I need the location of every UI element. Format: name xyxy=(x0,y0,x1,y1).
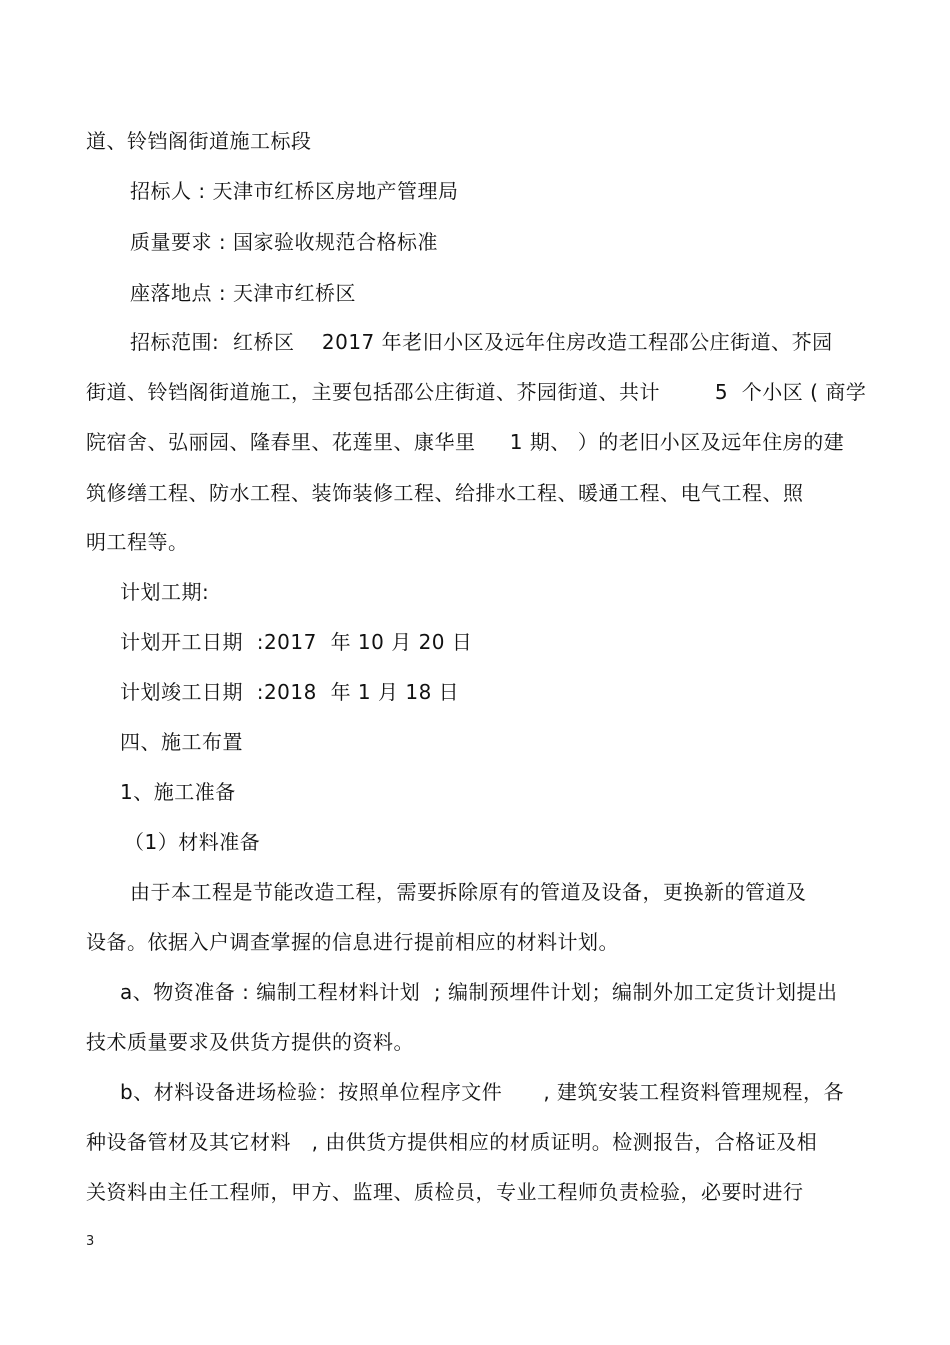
text-line-17: 设备。依据入户调查掌握的信息进行提前相应的材料计划。 xyxy=(86,930,619,954)
text-line-22: 关资料由主任工程师，甲方、监理、质检员，专业工程师负责检验，必要时进行 xyxy=(86,1180,804,1204)
text-line-19: 技术质量要求及供货方提供的资料。 xyxy=(86,1030,414,1054)
page-number: 3 xyxy=(86,1234,95,1249)
text-line-11: 计划开工日期 :2017 年 10 月 20 日 xyxy=(120,630,473,654)
text-line-5: 招标范围: 红桥区 2017 年老旧小区及远年住房改造工程邵公庄街道、芥园 xyxy=(130,330,833,354)
text-line-20: b、材料设备进场检验：按照单位程序文件 , 建筑安装工程资料管理规程，各 xyxy=(120,1080,845,1104)
heading-construction-preparation: 1、施工准备 xyxy=(120,780,236,804)
text-line-8: 筑修缮工程、防水工程、装饰装修工程、给排水工程、暖通工程、电气工程、照 xyxy=(86,481,804,505)
text-line-6: 街道、铃铛阁街道施工，主要包括邵公庄街道、芥园街道、共计 5 个小区 ( 商学 xyxy=(86,380,867,404)
text-line-18: a、物资准备 : 编制工程材料计划 ; 编制预埋件计划；编制外加工定货计划提出 xyxy=(120,980,838,1004)
text-line-21: 种设备管材及其它材料 , 由供货方提供相应的材质证明。检测报告，合格证及相 xyxy=(86,1130,818,1154)
heading-construction-layout: 四、施工布置 xyxy=(120,730,243,754)
text-line-16: 由于本工程是节能改造工程，需要拆除原有的管道及设备，更换新的管道及 xyxy=(130,880,807,904)
text-line-3: 质量要求 : 国家验收规范合格标准 xyxy=(130,230,438,254)
text-line-10: 计划工期: xyxy=(120,580,210,604)
heading-material-preparation: （1）材料准备 xyxy=(124,830,261,854)
text-line-2: 招标人 : 天津市红桥区房地产管理局 xyxy=(130,179,459,203)
text-line-12: 计划竣工日期 :2018 年 1 月 18 日 xyxy=(120,680,460,704)
text-line-9: 明工程等。 xyxy=(86,530,189,554)
text-line-7: 院宿舍、弘丽园、隆春里、花莲里、康华里 1 期、 ）的老旧小区及远年住房的建 xyxy=(86,430,845,454)
text-line-4: 座落地点 : 天津市红桥区 xyxy=(130,281,356,305)
text-line-1: 道、铃铛阁街道施工标段 xyxy=(86,129,312,153)
